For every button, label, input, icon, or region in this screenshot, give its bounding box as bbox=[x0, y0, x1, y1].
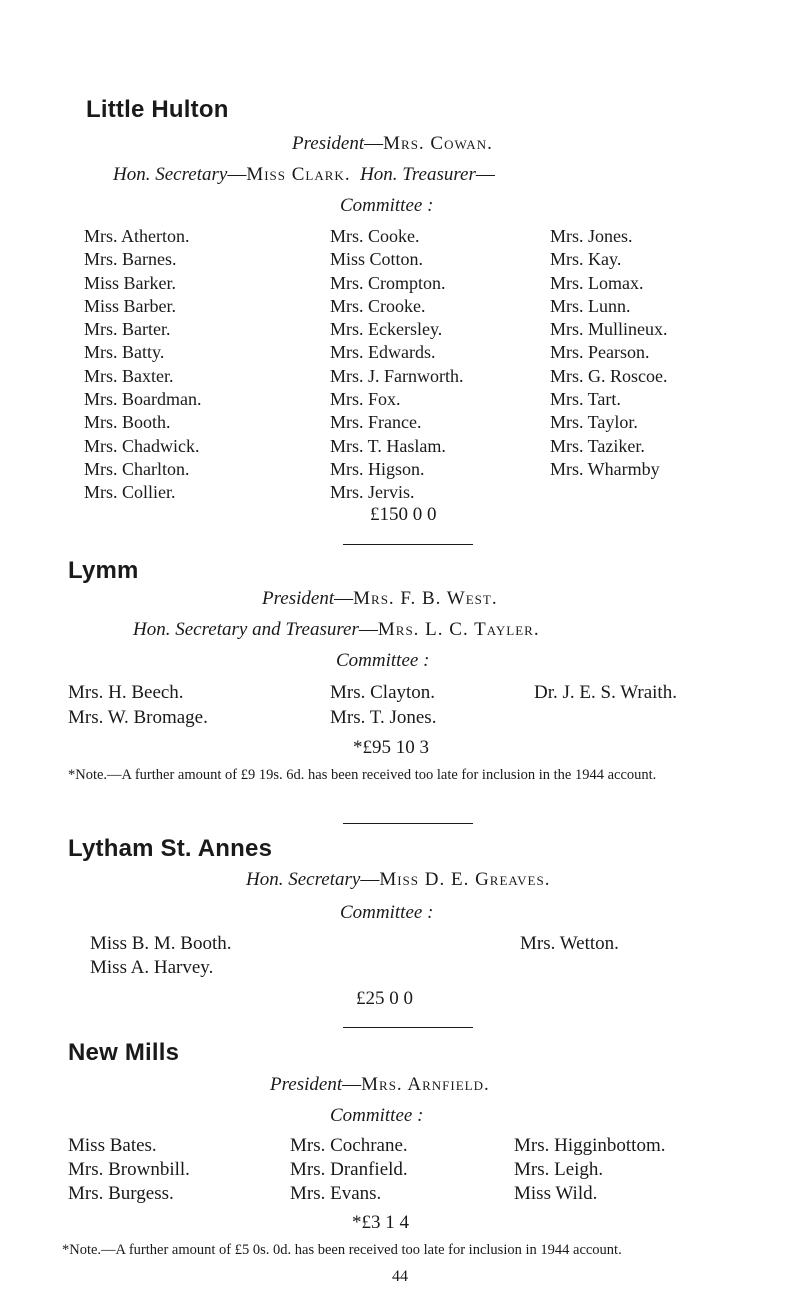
lymm-footnote: *Note.—A further amount of £9 19s. 6d. has been received too late for inclusion in the 1944 account. bbox=[68, 767, 657, 783]
committee-member: Mrs. Barnes. bbox=[84, 249, 177, 270]
president-label: President bbox=[292, 133, 365, 154]
committee-member: Miss Wild. bbox=[514, 1183, 598, 1204]
lymm-officers-line: Hon. Secretary and Treasurer—Mrs. L. C. Tayler. bbox=[133, 619, 540, 640]
lymm-committee-col-3 bbox=[534, 680, 677, 705]
committee-member: Mrs. Atherton. bbox=[84, 226, 190, 246]
little-hulton-president-line: President—Mrs. Cowan. bbox=[292, 133, 493, 154]
committee-member: Mrs. Lunn. bbox=[550, 295, 631, 316]
committee-member: Dr. J. E. S. Wraith. bbox=[534, 682, 677, 703]
committee-member: Mrs. Mullineux. bbox=[550, 319, 668, 340]
committee-member: Mrs. Crooke. bbox=[330, 295, 426, 316]
committee-member: Mrs. Barter. bbox=[84, 319, 171, 340]
section-divider bbox=[343, 544, 473, 545]
lytham-amount: £25 0 0 bbox=[356, 988, 413, 1009]
secretary-name: Miss D. E. Greaves. bbox=[379, 869, 551, 890]
committee-member: Mrs. Boardman. bbox=[84, 389, 202, 410]
new-mills-president-line: President—Mrs. Arnfield. bbox=[270, 1074, 490, 1095]
committee-member: Miss Barber. bbox=[84, 295, 176, 316]
president-name: Mrs. Cowan. bbox=[383, 133, 493, 154]
committee-member: Mrs. Jervis. bbox=[330, 482, 415, 503]
section-heading-lytham: Lytham St. Annes bbox=[68, 835, 273, 862]
secretary-name: Mrs. L. C. Tayler. bbox=[377, 619, 540, 640]
committee-member: Mrs. Taylor. bbox=[550, 412, 638, 433]
committee-member: Mrs. Taziker. bbox=[550, 435, 645, 456]
committee-member: Mrs. Chadwick. bbox=[84, 435, 200, 456]
committee-member: Mrs. Evans. bbox=[290, 1183, 382, 1204]
committee-member: Mrs. Charlton. bbox=[84, 458, 190, 479]
section-heading-new-mills: New Mills bbox=[68, 1039, 180, 1066]
committee-member: Mrs. Baxter. bbox=[84, 365, 174, 386]
little-hulton-committee-col-1 bbox=[84, 225, 201, 505]
committee-member: Mrs. Leigh. bbox=[514, 1159, 604, 1180]
lymm-president-line: President—Mrs. F. B. West. bbox=[262, 588, 498, 609]
committee-member: Mrs. Higginbottom. bbox=[514, 1135, 666, 1156]
little-hulton-committee-label: Committee : bbox=[340, 195, 434, 216]
little-hulton-officers-line: Hon. Secretary—Miss Clark. Hon. Treasurer— bbox=[113, 164, 495, 185]
committee-member: Mrs. Booth. bbox=[84, 412, 171, 433]
new-mills-committee-label: Committee : bbox=[330, 1105, 424, 1126]
lymm-committee-label: Committee : bbox=[336, 650, 430, 671]
committee-member: Mrs. Cooke. bbox=[330, 226, 420, 246]
lymm-amount: *£95 10 3 bbox=[353, 737, 429, 758]
lytham-officers-line: Hon. Secretary—Miss D. E. Greaves. bbox=[246, 869, 551, 890]
secretary-name: Miss Clark. bbox=[246, 164, 351, 185]
new-mills-committee-col-2 bbox=[290, 1134, 408, 1206]
committee-member: Mrs. H. Beech. bbox=[68, 682, 184, 703]
committee-member: Mrs. J. Farnworth. bbox=[330, 365, 464, 386]
lytham-committee-label: Committee : bbox=[340, 902, 434, 923]
committee-member: Mrs. France. bbox=[330, 412, 422, 433]
new-mills-footnote: *Note.—A further amount of £5 0s. 0d. has been received too late for inclusion in 1944 account. bbox=[62, 1242, 622, 1258]
page-number: 44 bbox=[392, 1268, 408, 1285]
secretary-label: Hon. Secretary bbox=[246, 869, 361, 890]
section-heading-little-hulton: Little Hulton bbox=[86, 96, 229, 123]
committee-member: Mrs. Collier. bbox=[84, 482, 176, 503]
little-hulton-amount: £150 0 0 bbox=[370, 504, 437, 525]
lytham-committee-col-3 bbox=[520, 932, 619, 956]
committee-member: Miss A. Harvey. bbox=[90, 957, 214, 978]
committee-member: Miss B. M. Booth. bbox=[90, 933, 232, 954]
section-divider bbox=[343, 823, 473, 824]
committee-member: Miss Bates. bbox=[68, 1135, 157, 1156]
committee-member: Mrs. Pearson. bbox=[550, 342, 650, 363]
committee-member: Mrs. Lomax. bbox=[550, 272, 644, 293]
committee-member: Mrs. Burgess. bbox=[68, 1183, 174, 1204]
committee-member: Mrs. Dranfield. bbox=[290, 1159, 408, 1180]
committee-member: Mrs. W. Bromage. bbox=[68, 707, 208, 728]
committee-member: Mrs. Crompton. bbox=[330, 272, 446, 293]
committee-member: Mrs. Higson. bbox=[330, 458, 425, 479]
new-mills-committee-col-3 bbox=[514, 1134, 665, 1206]
new-mills-committee-col-1 bbox=[68, 1134, 190, 1206]
committee-member: Mrs. T. Haslam. bbox=[330, 435, 446, 456]
committee-member: Miss Barker. bbox=[84, 272, 176, 293]
lymm-committee-col-1 bbox=[68, 680, 208, 730]
committee-member: Mrs. Wetton. bbox=[520, 933, 619, 954]
committee-member: Miss Cotton. bbox=[330, 249, 424, 270]
committee-member: Mrs. Clayton. bbox=[330, 682, 436, 703]
committee-member: Mrs. Tart. bbox=[550, 389, 621, 410]
new-mills-amount: *£3 1 4 bbox=[352, 1212, 409, 1233]
little-hulton-committee-col-2 bbox=[330, 225, 464, 505]
secretary-label: Hon. Secretary and Treasurer bbox=[133, 619, 359, 640]
lymm-committee-col-2 bbox=[330, 680, 436, 730]
treasurer-label: Hon. Treasurer bbox=[360, 164, 476, 185]
president-name: Mrs. F. B. West. bbox=[353, 588, 498, 609]
committee-member: Mrs. Wharmby bbox=[550, 458, 660, 479]
committee-member: Mrs. Fox. bbox=[330, 389, 401, 410]
section-divider bbox=[343, 1027, 473, 1028]
committee-member: Mrs. Eckersley. bbox=[330, 319, 443, 340]
president-label: President bbox=[262, 588, 335, 609]
secretary-label: Hon. Secretary bbox=[113, 164, 228, 185]
little-hulton-committee-col-3 bbox=[550, 225, 668, 481]
committee-member: Mrs. Jones. bbox=[550, 226, 633, 246]
lytham-committee-col-1 bbox=[90, 932, 231, 980]
president-name: Mrs. Arnfield. bbox=[361, 1074, 490, 1095]
committee-member: Mrs. Brownbill. bbox=[68, 1159, 190, 1180]
section-heading-lymm: Lymm bbox=[68, 557, 139, 584]
committee-member: Mrs. Batty. bbox=[84, 342, 165, 363]
committee-member: Mrs. G. Roscoe. bbox=[550, 365, 668, 386]
committee-member: Mrs. Cochrane. bbox=[290, 1135, 408, 1156]
committee-member: Mrs. Kay. bbox=[550, 249, 622, 270]
committee-member: Mrs. T. Jones. bbox=[330, 707, 437, 728]
committee-member: Mrs. Edwards. bbox=[330, 342, 436, 363]
president-label: President bbox=[270, 1074, 343, 1095]
